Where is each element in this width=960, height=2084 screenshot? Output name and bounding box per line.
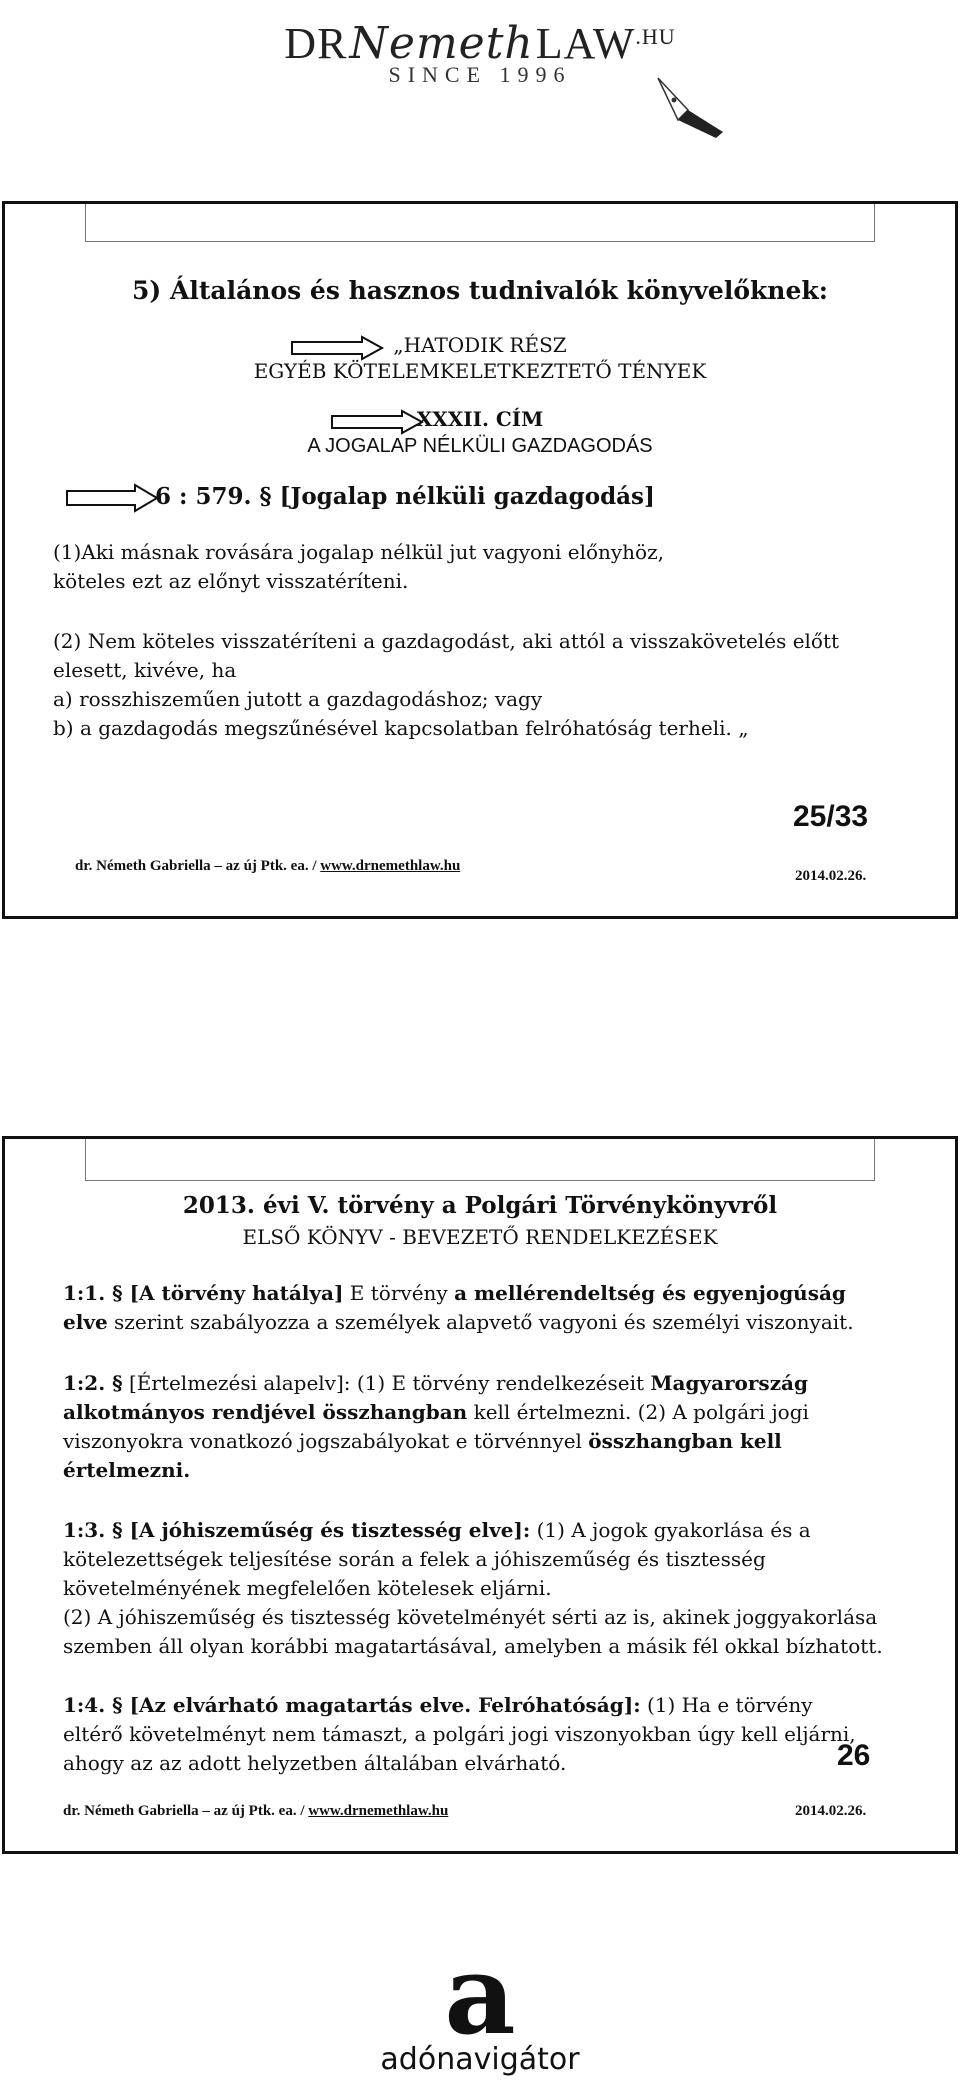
site-logo	[0, 0, 960, 150]
slide-header-bar	[85, 1139, 875, 1181]
section-1-3-line-1: 1:3. § [A jóhiszeműség és tisztesség elve]: (1) A jogok gyakorlása és a	[63, 1518, 811, 1542]
title-heading: XXXII. CÍM	[416, 407, 544, 431]
paragraph-1-line-2: köteles ezt az előnyt visszatéríteni.	[53, 569, 409, 593]
section-1-1-line-1: 1:1. § [A törvény hatálya] E törvény a mellérendeltség és egyenjogúság	[63, 1281, 846, 1305]
book-title: ELSŐ KÖNYV - BEVEZETŐ RENDELKEZÉSEK	[242, 1225, 718, 1249]
footer-author-text: dr. Németh Gabriella – az új Ptk. ea. /	[75, 858, 321, 874]
logo-script: Nemeth	[349, 18, 534, 69]
section-1-3-line-5: szemben áll olyan korábbi magatartásával, amelyben a másik fél okkal bízhatott.	[63, 1634, 883, 1658]
arrow-right-icon	[65, 483, 160, 513]
slide-25	[2, 201, 958, 919]
part-heading: „HATODIK RÉSZ	[393, 333, 567, 357]
paragraph-1-line-1: (1)Aki másnak rovására jogalap nélkül jut vagyoni előnyhöz,	[53, 540, 664, 564]
footer-link[interactable]: www.drnemethlaw.hu	[320, 858, 461, 874]
section-1-1-line-2: elve szerint szabályozza a személyek alapvető vagyoni és személyi viszonyait.	[63, 1310, 854, 1334]
slide-title: 5) Általános és hasznos tudnivalók könyvelőknek:	[132, 276, 828, 305]
section-heading: 6 : 579. § [Jogalap nélküli gazdagodás]	[155, 483, 655, 510]
paragraph-2-line-1: (2) Nem köteles visszatéríteni a gazdagodást, aki attól a visszakövetelés előtt	[53, 629, 840, 653]
slide-header-bar	[85, 204, 875, 242]
law-title: 2013. évi V. törvény a Polgári Törvénykönyvről	[182, 1192, 778, 1219]
footer-author	[75, 858, 460, 875]
page-number: 25/33	[793, 800, 869, 833]
logo-hu: .HU	[635, 24, 676, 49]
paragraph-2-line-2: elesett, kivéve, ha	[53, 658, 237, 682]
footer-date: 2014.02.26.	[795, 868, 867, 884]
part-subheading: EGYÉB KÖTELEMKELETKEZTETŐ TÉNYEK	[253, 359, 707, 383]
section-1-2-line-4: értelmezni.	[63, 1458, 191, 1482]
logo-dr: DR	[284, 19, 348, 68]
section-1-2-line-3: viszonyokra vonatkozó jogszabályokat e törvénnyel összhangban kell	[63, 1429, 782, 1453]
pen-nib-icon	[648, 70, 738, 140]
section-1-3-line-2: kötelezettségek teljesítése során a felek a jóhiszeműség és tisztesség	[63, 1547, 766, 1571]
paragraph-2-line-3: a) rosszhiszeműen jutott a gazdagodáshoz; vagy	[53, 687, 543, 711]
adonavigator-logo	[0, 1930, 960, 2084]
slide-26	[2, 1136, 958, 1854]
footer-date: 2014.02.26.	[795, 1803, 867, 1819]
adonavigator-wordmark: adónavigátor	[380, 2042, 580, 2077]
section-1-3-line-4: (2) A jóhiszeműség és tisztesség követelményét sérti az is, akinek joggyakorlása	[63, 1605, 878, 1629]
section-1-2-line-1: 1:2. § [Értelmezési alapelv]: (1) E törvény rendelkezéseit Magyarország	[63, 1371, 808, 1395]
logo-since: SINCE 1996	[388, 62, 572, 87]
section-1-4-line-3: ahogy az az adott helyzetben általában elvárható.	[63, 1751, 567, 1775]
section-1-4-line-1: 1:4. § [Az elvárható magatartás elve. Felróhatóság]: (1) Ha e törvény	[63, 1693, 813, 1717]
section-1-4-line-2: eltérő követelményt nem támaszt, a polgári jogi viszonyokban úgy kell eljárni,	[63, 1722, 856, 1746]
title-subheading: A JOGALAP NÉLKÜLI GAZDAGODÁS	[307, 435, 653, 457]
footer-link[interactable]: www.drnemethlaw.hu	[308, 1803, 449, 1819]
adonavigator-mark: a	[444, 1930, 516, 2059]
page-number: 26	[837, 1739, 871, 1772]
section-1-2-line-2: alkotmányos rendjével összhangban kell értelmezni. (2) A polgári jogi	[63, 1400, 809, 1424]
section-1-3-line-3: követelményének megfelelően kötelesek eljárni.	[63, 1576, 552, 1600]
footer-author	[63, 1803, 448, 1820]
footer-author-text: dr. Németh Gabriella – az új Ptk. ea. /	[63, 1803, 309, 1819]
paragraph-2-line-4: b) a gazdagodás megszűnésével kapcsolatban felróhatóság terheli. „	[53, 716, 749, 740]
logo-law: LAW	[535, 19, 636, 68]
